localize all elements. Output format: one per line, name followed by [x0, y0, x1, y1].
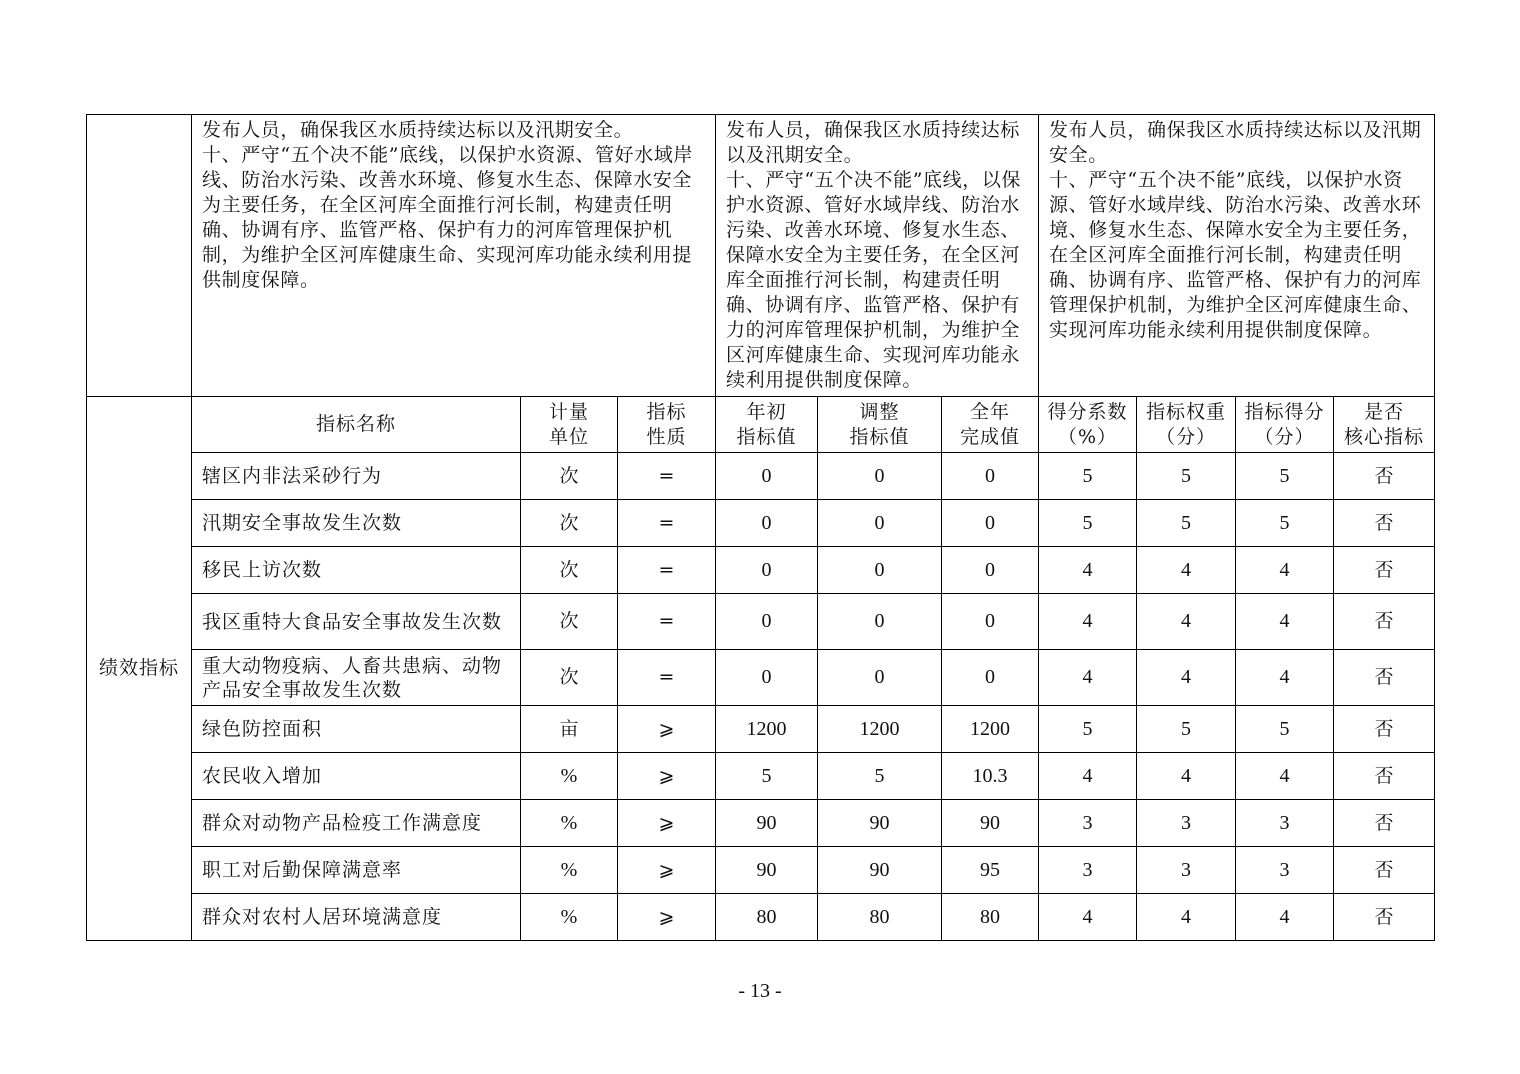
- column-header-line: （分）: [1155, 425, 1216, 448]
- table-row: [87, 650, 1435, 706]
- table-cell: 否: [1334, 650, 1435, 706]
- column-header: [716, 397, 818, 453]
- table-cell: 5: [1039, 500, 1137, 547]
- table-cell: 3: [1236, 847, 1334, 894]
- table-cell: 否: [1334, 706, 1435, 753]
- table-cell: 0: [942, 500, 1039, 547]
- table-cell: =: [618, 453, 716, 500]
- table-cell: 90: [716, 847, 818, 894]
- table-row: [87, 753, 1435, 800]
- table-cell: 5: [1137, 453, 1236, 500]
- table-cell: 0: [716, 500, 818, 547]
- page-number: - 13 -: [738, 980, 782, 1002]
- indicator-name: 移民上访次数: [192, 547, 521, 594]
- column-header: [818, 397, 942, 453]
- table-cell: 否: [1334, 753, 1435, 800]
- column-header-line: 指标值: [849, 425, 910, 448]
- table-row: [87, 847, 1435, 894]
- table-cell: 3: [1236, 800, 1334, 847]
- indicator-name: 绿色防控面积: [192, 706, 521, 753]
- table-row: [87, 547, 1435, 594]
- table-cell: 1200: [716, 706, 818, 753]
- table-cell: ⩾: [618, 847, 716, 894]
- table-cell: 次: [521, 547, 618, 594]
- table-cell: 4: [1137, 753, 1236, 800]
- table-cell: 5: [1039, 706, 1137, 753]
- table-cell: %: [521, 847, 618, 894]
- table-cell: 3: [1137, 847, 1236, 894]
- table-cell: 0: [942, 650, 1039, 706]
- table-cell: 5: [716, 753, 818, 800]
- column-header: [1236, 397, 1334, 453]
- table-cell: 否: [1334, 594, 1435, 650]
- table-cell: 95: [942, 847, 1039, 894]
- indicator-name: 重大动物疫病、人畜共患病、动物产品安全事故发生次数: [192, 650, 521, 706]
- table-cell: 1200: [942, 706, 1039, 753]
- table-cell: 否: [1334, 453, 1435, 500]
- table-row: [87, 706, 1435, 753]
- table-cell: 5: [1039, 453, 1137, 500]
- table-cell: 4: [1137, 547, 1236, 594]
- goal-label-cell: [87, 115, 192, 397]
- table-cell: 90: [818, 800, 942, 847]
- table-cell: 3: [1039, 800, 1137, 847]
- column-header-line: 调整: [859, 400, 900, 423]
- table-cell: %: [521, 800, 618, 847]
- table-row: [87, 594, 1435, 650]
- column-header-line: 全年: [969, 400, 1010, 423]
- table-cell: 5: [1236, 453, 1334, 500]
- column-header-line: 指标得分: [1244, 400, 1325, 423]
- table-cell: 0: [942, 547, 1039, 594]
- column-header: [1334, 397, 1435, 453]
- indicator-name: 我区重特大食品安全事故发生次数: [192, 594, 521, 650]
- table-cell: 次: [521, 650, 618, 706]
- table-cell: 否: [1334, 847, 1435, 894]
- indicator-name: 辖区内非法采砂行为: [192, 453, 521, 500]
- goal-text-1: 发布人员，确保我区水质持续达标以及汛期安全。 十、严守“五个决不能”底线，以保护水资源、管好水域岸线、防治水污染、改善水环境、修复水生态、保障水安全为主要任务，在全区河库全面推行河长制，构建责任明确、协调有序、监管严格、保护有力的河库管理保护机制，为维护全区河库健康生命、实现河库功能永续利用提供制度保障。: [192, 115, 716, 397]
- table-cell: 3: [1137, 800, 1236, 847]
- table-cell: 0: [716, 650, 818, 706]
- table-cell: %: [521, 753, 618, 800]
- table-cell: 90: [818, 847, 942, 894]
- table-cell: 亩: [521, 706, 618, 753]
- table-cell: 80: [716, 894, 818, 941]
- table-cell: =: [618, 547, 716, 594]
- table-cell: 4: [1236, 894, 1334, 941]
- table-cell: ⩾: [618, 894, 716, 941]
- column-header-line: 年初: [746, 400, 787, 423]
- column-header-line: 指标名称: [315, 413, 396, 435]
- indicator-name: 群众对农村人居环境满意度: [192, 894, 521, 941]
- column-header: [192, 397, 521, 453]
- table-cell: 4: [1236, 594, 1334, 650]
- table-cell: ⩾: [618, 800, 716, 847]
- table-cell: 5: [1137, 706, 1236, 753]
- table-cell: 1200: [818, 706, 942, 753]
- header-row: [87, 397, 1435, 453]
- table-cell: 90: [942, 800, 1039, 847]
- table-cell: 0: [818, 547, 942, 594]
- performance-table: [86, 114, 1435, 941]
- table-cell: 0: [818, 453, 942, 500]
- column-header-line: （%）: [1057, 425, 1118, 448]
- table-cell: 5: [1236, 500, 1334, 547]
- indicator-name: 汛期安全事故发生次数: [192, 500, 521, 547]
- table-cell: 4: [1236, 547, 1334, 594]
- column-header: [942, 397, 1039, 453]
- table-row: [87, 894, 1435, 941]
- table-row: [87, 500, 1435, 547]
- table-cell: 否: [1334, 547, 1435, 594]
- table-cell: 80: [818, 894, 942, 941]
- column-header: [521, 397, 618, 453]
- table-cell: ⩾: [618, 706, 716, 753]
- table-cell: 4: [1236, 650, 1334, 706]
- column-header-line: 指标: [646, 400, 687, 423]
- column-header-line: 性质: [646, 425, 687, 448]
- table-cell: 4: [1137, 894, 1236, 941]
- indicator-name: 农民收入增加: [192, 753, 521, 800]
- table-cell: 0: [716, 453, 818, 500]
- table-cell: 90: [716, 800, 818, 847]
- table-cell: ⩾: [618, 753, 716, 800]
- table-cell: 4: [1236, 753, 1334, 800]
- table-cell: 80: [942, 894, 1039, 941]
- column-header-line: 核心指标: [1343, 425, 1424, 448]
- table-cell: 4: [1039, 594, 1137, 650]
- table-cell: =: [618, 500, 716, 547]
- column-header-line: 计量: [548, 400, 589, 423]
- table-cell: 0: [716, 547, 818, 594]
- table-cell: 3: [1039, 847, 1137, 894]
- table-cell: 0: [818, 650, 942, 706]
- table-cell: %: [521, 894, 618, 941]
- column-header-line: 得分系数: [1047, 400, 1128, 423]
- table-cell: 4: [1039, 894, 1137, 941]
- indicator-name: 群众对动物产品检疫工作满意度: [192, 800, 521, 847]
- table-cell: 4: [1137, 650, 1236, 706]
- table-cell: 4: [1039, 650, 1137, 706]
- table-cell: 否: [1334, 500, 1435, 547]
- column-header-line: （分）: [1254, 425, 1315, 448]
- column-header: [618, 397, 716, 453]
- table-cell: 0: [818, 500, 942, 547]
- goal-row: [87, 115, 1435, 397]
- table-cell: 否: [1334, 800, 1435, 847]
- table-cell: 10.3: [942, 753, 1039, 800]
- table-cell: 4: [1039, 753, 1137, 800]
- table-cell: 否: [1334, 894, 1435, 941]
- indicator-name: 职工对后勤保障满意率: [192, 847, 521, 894]
- table-cell: 5: [1137, 500, 1236, 547]
- goal-text-2: 发布人员，确保我区水质持续达标以及汛期安全。 十、严守“五个决不能”底线，以保护水资源、管好水域岸线、防治水污染、改善水环境、修复水生态、保障水安全为主要任务，在全区河库全面推行河长制，构建责任明确、协调有序、监管严格、保护有力的河库管理保护机制，为维护全区河库健康生命、实现河库功能永续利用提供制度保障。: [716, 115, 1039, 397]
- column-header-line: 完成值: [959, 425, 1020, 448]
- table-cell: 0: [716, 594, 818, 650]
- column-header: [1039, 397, 1137, 453]
- column-header-line: 是否: [1363, 400, 1404, 423]
- table-cell: =: [618, 594, 716, 650]
- table-cell: 0: [942, 453, 1039, 500]
- table-cell: 次: [521, 594, 618, 650]
- table-cell: 0: [818, 594, 942, 650]
- table-cell: 4: [1137, 594, 1236, 650]
- table-cell: =: [618, 650, 716, 706]
- column-header-line: 指标值: [736, 425, 797, 448]
- table-cell: 0: [942, 594, 1039, 650]
- goal-text-3: 发布人员，确保我区水质持续达标以及汛期安全。 十、严守“五个决不能”底线，以保护水资源、管好水域岸线、防治水污染、改善水环境、修复水生态、保障水安全为主要任务，在全区河库全面推行河长制，构建责任明确、协调有序、监管严格、保护有力的河库管理保护机制，为维护全区河库健康生命、实现河库功能永续利用提供制度保障。: [1039, 115, 1435, 397]
- table-cell: 次: [521, 500, 618, 547]
- table-cell: 4: [1039, 547, 1137, 594]
- column-header-line: 指标权重: [1145, 400, 1226, 423]
- column-header: [1137, 397, 1236, 453]
- table-cell: 5: [1236, 706, 1334, 753]
- table-row: [87, 453, 1435, 500]
- table-cell: 次: [521, 453, 618, 500]
- column-header-line: 单位: [548, 425, 589, 448]
- table-row: [87, 800, 1435, 847]
- table-cell: 5: [818, 753, 942, 800]
- section-label: 绩效指标: [87, 397, 192, 941]
